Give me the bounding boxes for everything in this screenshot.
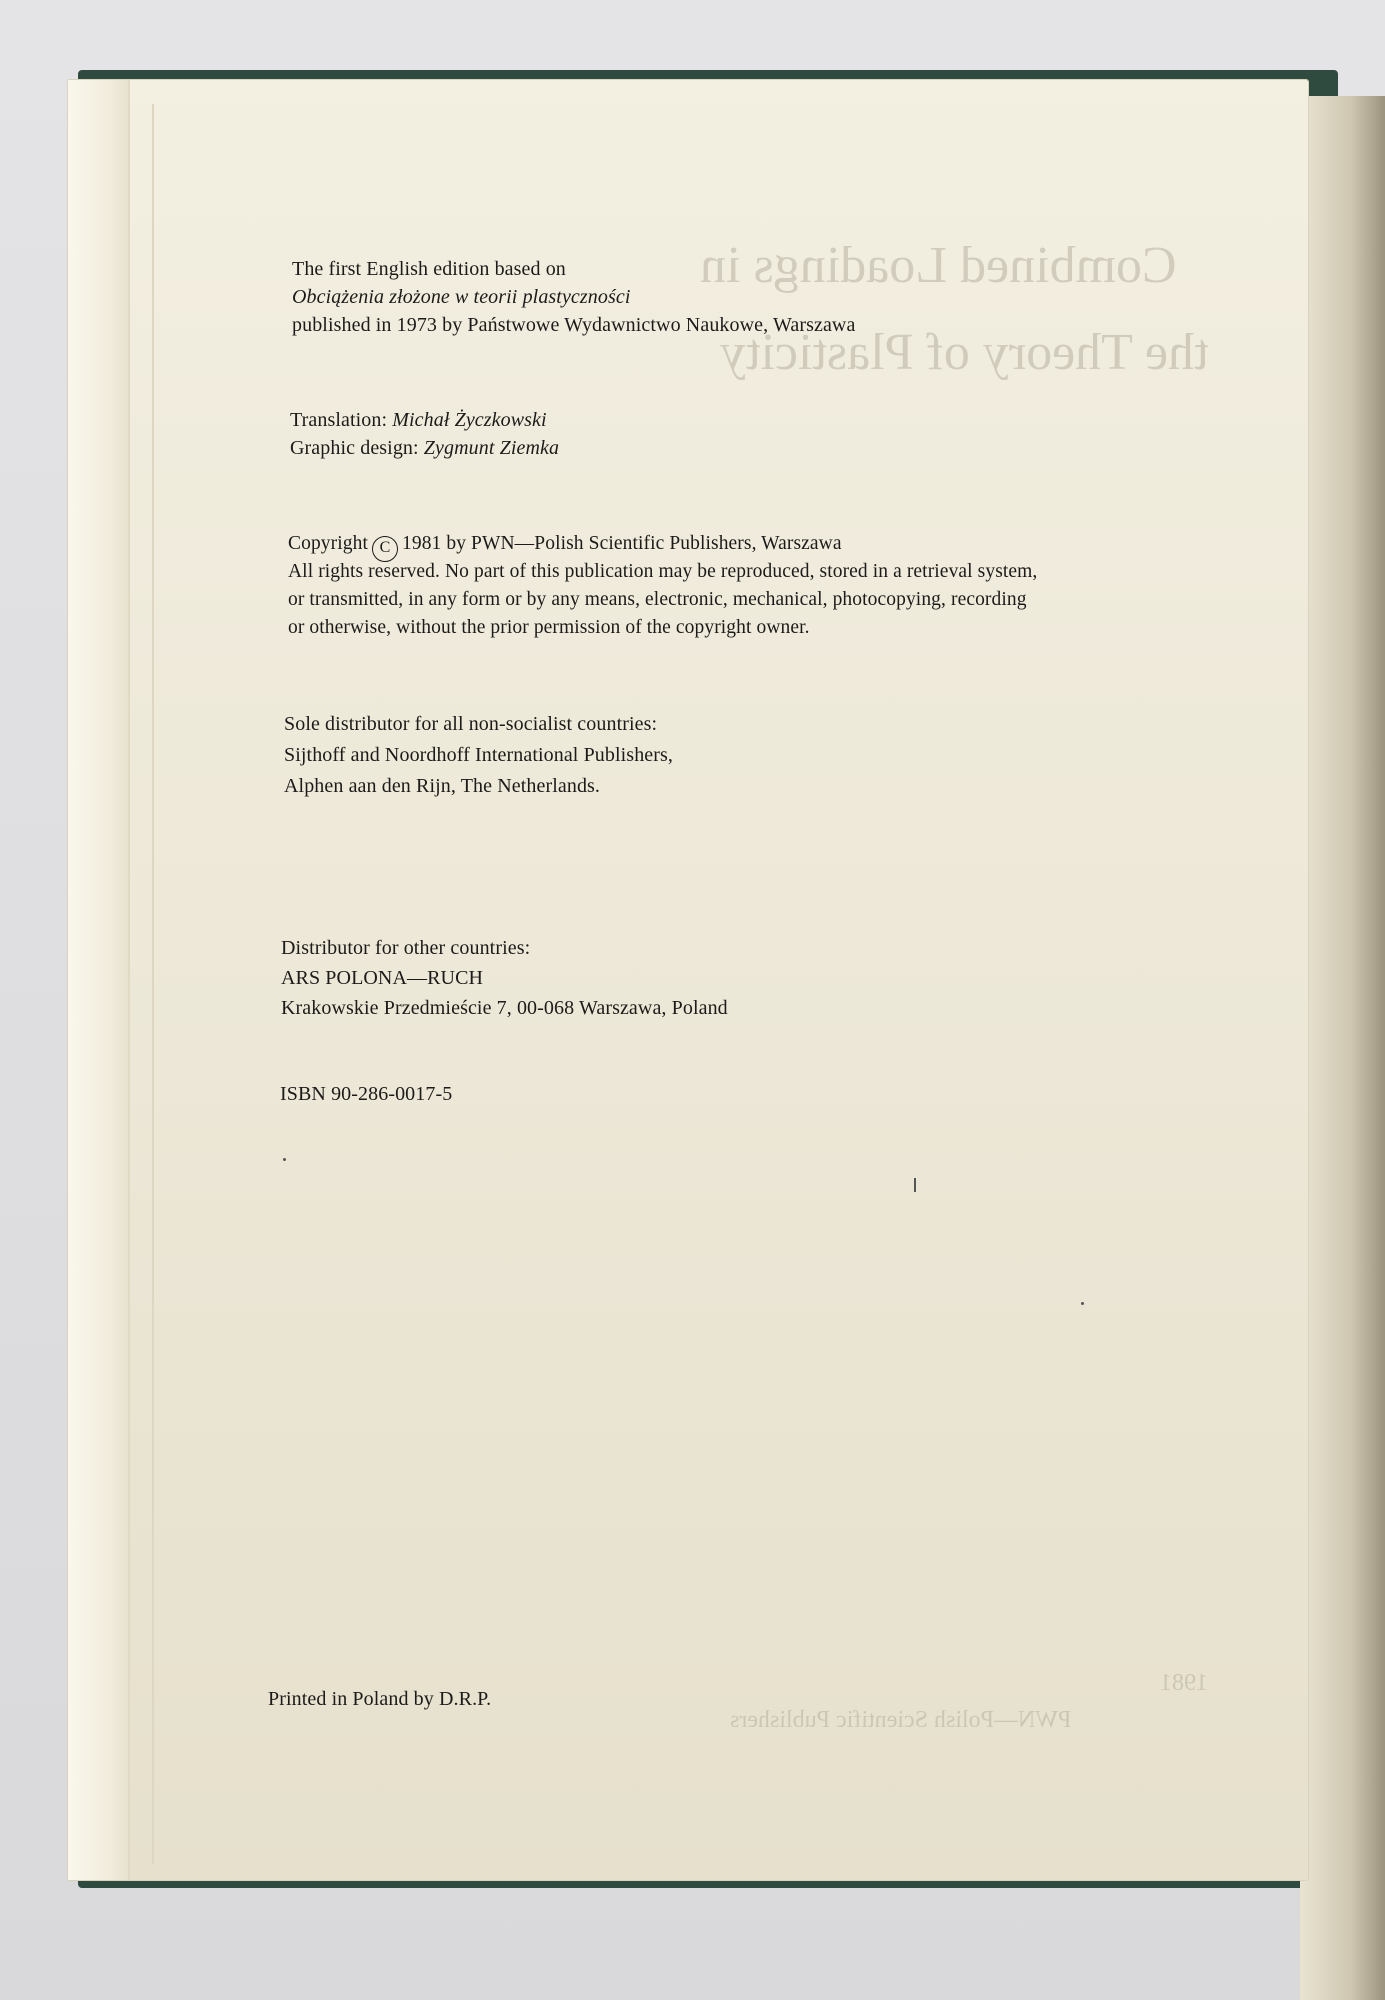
printed-in: Printed in Poland by D.R.P. bbox=[268, 1688, 492, 1710]
design-line bbox=[290, 434, 559, 462]
sole-distributor-block bbox=[284, 709, 673, 802]
translation-label: Translation: bbox=[290, 409, 393, 431]
other-distributor-address: Krakowskie Przedmieście 7, 00-068 Warszawa, Poland bbox=[281, 997, 728, 1019]
copyright-line-3: or transmitted, in any form or by any means, electronic, mechanical, photocopying, recording bbox=[288, 589, 1027, 610]
copyright-symbol-icon: C bbox=[372, 536, 398, 562]
translation-line bbox=[290, 406, 559, 434]
original-title: Obciążenia złożone w teorii plastyczności bbox=[292, 286, 631, 308]
paper-speck bbox=[914, 1178, 916, 1192]
designer-name: Zygmunt Ziemka bbox=[423, 437, 560, 459]
facing-page-edge bbox=[1300, 96, 1385, 2000]
credits-block bbox=[290, 406, 559, 462]
other-distributor-heading: Distributor for other countries: bbox=[281, 937, 531, 959]
other-distributor-block bbox=[281, 933, 728, 1023]
other-distributor-name: ARS POLONA—RUCH bbox=[281, 967, 484, 989]
sole-distributor-address: Alphen aan den Rijn, The Netherlands. bbox=[284, 775, 601, 797]
edition-line-3: published in 1973 by Państwowe Wydawnictwo Naukowe, Warszawa bbox=[292, 314, 856, 336]
paper-speck bbox=[283, 1158, 286, 1161]
copyright-line-2: All rights reserved. No part of this publication may be reproduced, stored in a retrieval system, bbox=[288, 561, 1038, 582]
page-fold bbox=[68, 80, 130, 1880]
translator-name: Michał Życzkowski bbox=[392, 409, 547, 431]
sole-distributor-heading: Sole distributor for all non-socialist countries: bbox=[284, 713, 658, 735]
sole-distributor-name: Sijthoff and Noordhoff International Publishers, bbox=[284, 744, 674, 766]
edition-line-1: The first English edition based on bbox=[292, 258, 566, 280]
design-label: Graphic design: bbox=[290, 437, 424, 459]
show-through-title-line2: the Theory of Plasticity bbox=[720, 324, 1209, 381]
page-inner-edge bbox=[152, 104, 154, 1864]
copyright-line-1 bbox=[288, 530, 1037, 558]
edition-block bbox=[292, 255, 855, 339]
show-through-title-line1: Combined Loadings in bbox=[700, 237, 1177, 294]
show-through-year: 1981 bbox=[1160, 1670, 1208, 1696]
copyright-line-4: or otherwise, without the prior permission of the copyright owner. bbox=[288, 617, 810, 638]
copyright-block bbox=[288, 530, 1037, 642]
copyright-holder: 1981 by PWN—Polish Scientific Publishers, Warszawa bbox=[402, 533, 842, 554]
copyright-label: Copyright bbox=[288, 533, 368, 554]
show-through-publisher: PWN—Polish Scientific Publishers bbox=[730, 1707, 1072, 1733]
isbn: ISBN 90-286-0017-5 bbox=[280, 1083, 453, 1105]
paper-speck bbox=[1081, 1302, 1084, 1305]
